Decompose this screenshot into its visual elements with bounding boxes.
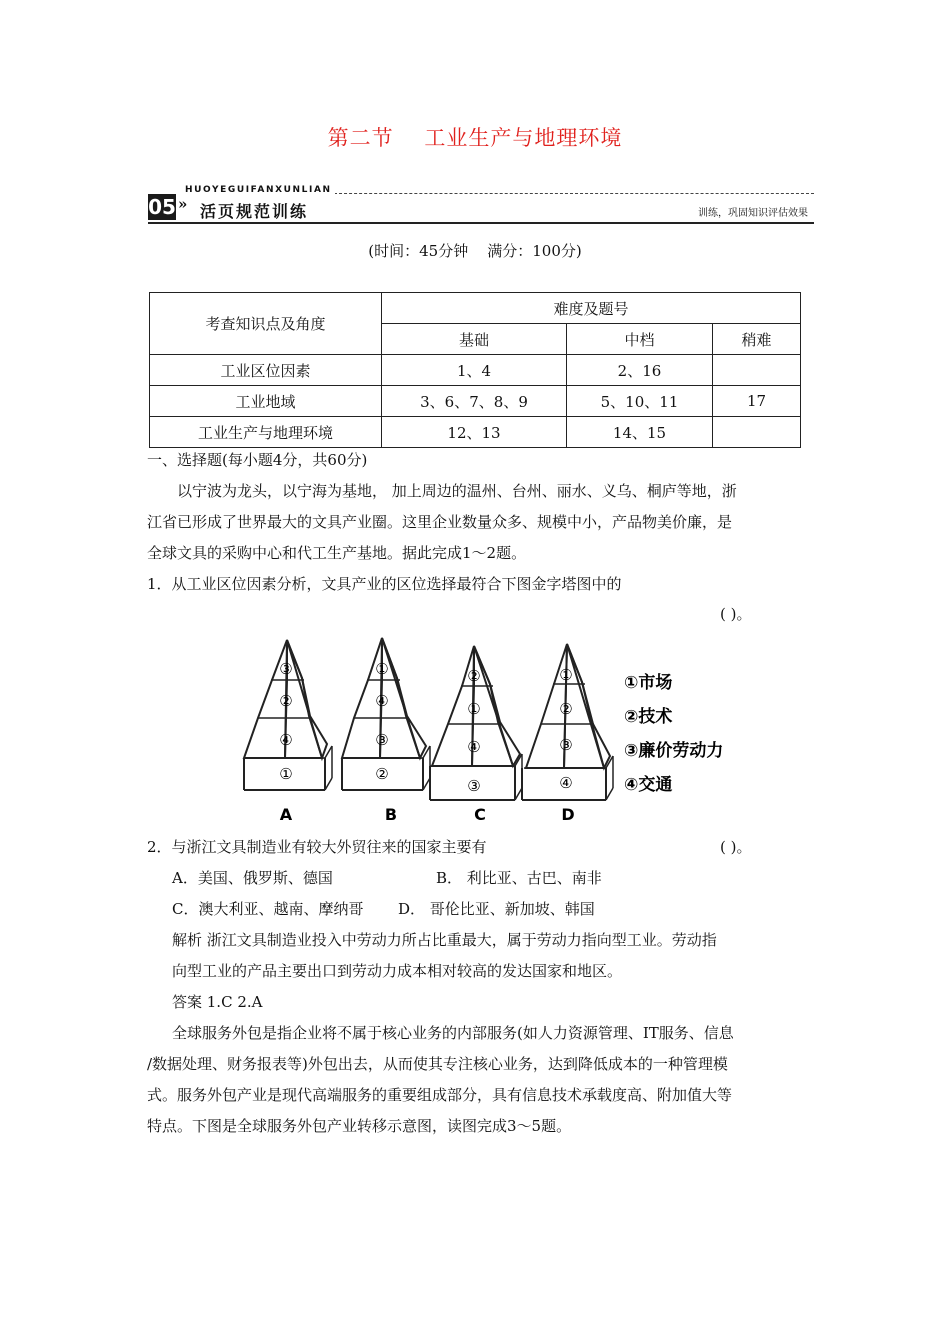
table-cell-basic: 12、13	[382, 417, 567, 448]
section-title: 第二节 工业生产与地理环境	[327, 126, 623, 150]
legend-item-technology: ②技术	[624, 707, 673, 727]
table-cell-basic: 1、4	[382, 355, 567, 386]
passage-line: 式。服务外包产业是现代高端服务的重要组成部分，具有信息技术承载度高、附加值大等	[147, 1086, 733, 1104]
passage-line: 全球文具的采购中心和代工生产基地。据此完成1～2题。	[147, 544, 527, 562]
table-row	[150, 386, 801, 417]
pyramid-a-layer-1: ①	[279, 765, 293, 783]
pyramid-d-layer-2: ③	[559, 736, 573, 754]
banner-number: 05	[148, 195, 176, 219]
answer-blank-2: ( )。	[720, 838, 752, 856]
pyramid-c-label: C	[474, 805, 486, 824]
time-and-score: (时间：45分钟 满分：100分)	[368, 242, 582, 260]
pyramid-d-label: D	[561, 805, 575, 824]
passage-line: 特点。下图是全球服务外包产业转移示意图，读图完成3～5题。	[147, 1117, 572, 1135]
pyramid-d-layer-4: ①	[559, 666, 573, 684]
table-cell-medium: 5、10、11	[567, 386, 713, 417]
pyramid-d	[522, 644, 613, 824]
option-c: C．澳大利亚、越南、摩纳哥	[172, 900, 364, 918]
legend-item-labor: ③廉价劳动力	[624, 741, 724, 761]
pyramid-d-layer-3: ②	[559, 700, 573, 718]
pyramid-a-layer-3: ②	[279, 692, 293, 710]
pyramid-a-label: A	[279, 805, 293, 824]
pyramid-c	[430, 646, 522, 824]
pyramid-figure	[230, 628, 750, 828]
table-cell-topic: 工业生产与地理环境	[150, 417, 382, 448]
pyramid-c-layer-1: ③	[467, 777, 481, 795]
pyramid-legend	[624, 672, 723, 795]
table-cell-basic: 3、6、7、8、9	[382, 386, 567, 417]
table-cell-medium: 14、15	[567, 417, 713, 448]
table-row	[150, 417, 801, 448]
training-banner	[148, 185, 814, 227]
banner-slogan: 训练，巩固知识评估效果	[698, 208, 808, 219]
pyramid-c-layer-4: ②	[467, 667, 481, 685]
question-2: 2．与浙江文具制造业有较大外贸往来的国家主要有	[147, 838, 487, 856]
table-header-basic: 基础	[382, 324, 567, 355]
pyramid-b-layer-3: ④	[375, 692, 389, 710]
passage-line: /数据处理、财务报表等)外包出去，从而使其专注核心业务，达到降低成本的一种管理模	[147, 1055, 728, 1073]
table-cell-topic: 工业区位因素	[150, 355, 382, 386]
option-b: B． 利比亚、古巴、南非	[436, 869, 602, 887]
table-header-topic: 考查知识点及角度	[150, 293, 382, 355]
pyramid-b-label: B	[384, 805, 398, 824]
passage-line: 以宁波为龙头，以宁海为基地， 加上周边的温州、台州、丽水、义乌、桐庐等地，浙	[177, 482, 737, 500]
banner-dotted-line	[334, 193, 814, 194]
analysis-line: 向型工业的产品主要出口到劳动力成本相对较高的发达国家和地区。	[172, 962, 623, 980]
option-a: A．美国、俄罗斯、德国	[172, 869, 333, 887]
passage-line: 江省已形成了世界最大的文具产业圈。这里企业数量众多、规模中小，产品物美价廉，是	[147, 513, 733, 531]
answer-key: 答案 1.C 2.A	[172, 993, 263, 1011]
banner-rule	[148, 222, 814, 224]
section-heading: 一、选择题(每小题4分，共60分)	[147, 451, 368, 469]
pyramid-a-layer-2: ④	[279, 731, 293, 749]
question-1: 1．从工业区位因素分析，文具产业的区位选择最符合下图金字塔图中的	[147, 575, 622, 593]
chevron-right-icon: »	[178, 195, 188, 213]
table-cell-topic: 工业地域	[150, 386, 382, 417]
banner-pinyin: HUOYEGUIFANXUNLIAN	[185, 185, 335, 195]
knowledge-table	[149, 292, 801, 448]
pyramid-a-layer-4: ③	[279, 660, 293, 678]
table-cell-medium: 2、16	[567, 355, 713, 386]
pyramid-b	[342, 638, 430, 824]
table-row	[150, 355, 801, 386]
passage-line: 全球服务外包是指企业将不属于核心业务的内部服务(如人力资源管理、IT服务、信息	[172, 1024, 734, 1042]
table-cell-hard	[713, 355, 801, 386]
pyramid-b-layer-4: ①	[375, 660, 389, 678]
banner-title: 活页规范训练	[200, 202, 309, 221]
table-header-medium: 中档	[567, 324, 713, 355]
table-header-difficulty: 难度及题号	[382, 293, 801, 324]
pyramid-b-layer-1: ②	[375, 765, 389, 783]
pyramid-c-layer-2: ④	[467, 738, 481, 756]
analysis-line: 解析 浙江文具制造业投入中劳动力所占比重最大，属于劳动力指向型工业。劳动指	[172, 931, 717, 949]
legend-item-market: ①市场	[624, 673, 673, 693]
legend-item-transport: ④交通	[624, 775, 673, 795]
pyramid-b-layer-2: ③	[375, 731, 389, 749]
answer-blank-1: ( )。	[720, 605, 752, 623]
table-cell-hard	[713, 417, 801, 448]
pyramid-c-layer-3: ①	[467, 700, 481, 718]
option-d: D． 哥伦比亚、新加坡、韩国	[398, 900, 595, 918]
pyramid-d-layer-1: ④	[559, 774, 573, 792]
table-cell-hard: 17	[713, 386, 801, 417]
table-header-hard: 稍难	[713, 324, 801, 355]
pyramid-a	[244, 640, 332, 824]
